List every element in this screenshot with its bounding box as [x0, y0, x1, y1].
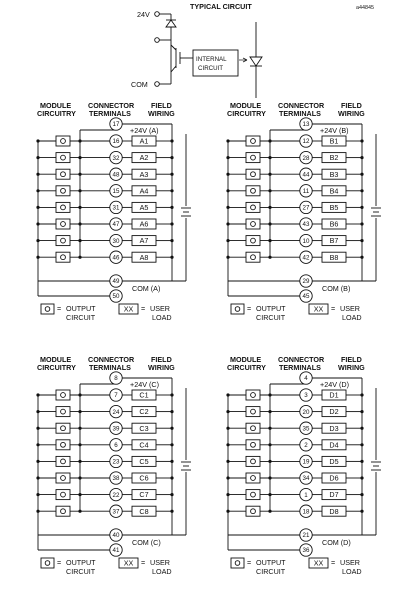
- load-label: B1: [329, 136, 339, 146]
- legend-eq-2: =: [141, 304, 146, 313]
- terminal-number: 28: [302, 154, 310, 162]
- legend-load-xx: XX: [123, 558, 134, 568]
- load-label: A8: [139, 252, 149, 262]
- terminal-number: 31: [112, 204, 120, 212]
- header-module: MODULE: [230, 355, 262, 364]
- terminal-number: 32: [112, 154, 120, 162]
- header-connector: CONNECTOR: [88, 355, 135, 364]
- header-field: FIELD: [151, 101, 172, 110]
- legend-eq: =: [247, 558, 252, 567]
- terminal-number: 1: [304, 491, 308, 499]
- header-circuitry: CIRCUITRY: [227, 363, 266, 372]
- label-com: COM (A): [132, 284, 161, 293]
- load-label: A2: [139, 153, 149, 163]
- terminal-24v-number: 4: [304, 375, 308, 383]
- header-module: MODULE: [40, 355, 72, 364]
- terminal-number: 34: [302, 475, 310, 483]
- terminal-number: 44: [302, 171, 310, 179]
- load-label: A6: [139, 219, 149, 229]
- load-label: D8: [329, 506, 339, 516]
- header-terminals: TERMINALS: [89, 363, 131, 372]
- header-connector: CONNECTOR: [88, 101, 135, 110]
- legend-load: LOAD: [152, 313, 172, 322]
- legend-output-2: CIRCUIT: [256, 313, 286, 322]
- legend-load: LOAD: [152, 567, 172, 576]
- typical-circuit: [131, 2, 374, 98]
- legend-output-1: OUTPUT: [66, 558, 96, 567]
- terminal-24v-number: 13: [302, 121, 310, 129]
- header-terminals: TERMINALS: [279, 109, 321, 118]
- load-label: A3: [139, 169, 149, 179]
- load-label: B7: [329, 236, 339, 246]
- legend-user: USER: [340, 558, 360, 567]
- internal-circuit-label-1: INTERNAL: [196, 56, 227, 63]
- load-label: C5: [139, 457, 149, 466]
- typical-24v-label: 24V: [137, 10, 150, 19]
- legend-eq: =: [247, 304, 252, 313]
- terminal-number: 43: [302, 221, 310, 229]
- load-label: B5: [329, 203, 339, 212]
- terminal-number: 16: [112, 138, 120, 146]
- load-label: D2: [329, 407, 339, 417]
- terminal-number: 2: [304, 442, 308, 449]
- diode-symbol: [166, 20, 176, 27]
- typical-com-label: COM: [131, 80, 148, 89]
- header-wiring: WIRING: [148, 109, 175, 118]
- legend-user: USER: [150, 304, 170, 313]
- group-a: [36, 101, 191, 322]
- header-wiring: WIRING: [338, 363, 365, 372]
- legend-user: USER: [340, 304, 360, 313]
- terminal-number: 10: [302, 237, 310, 245]
- load-label: A5: [139, 203, 149, 212]
- header-field: FIELD: [341, 101, 362, 110]
- terminal-number: 38: [112, 475, 120, 483]
- legend-eq: =: [57, 304, 62, 313]
- terminal-number: 27: [302, 204, 310, 212]
- terminal-number: 18: [302, 508, 310, 516]
- load-label: B4: [329, 186, 339, 196]
- load-label: D5: [329, 457, 339, 466]
- label-com: COM (B): [322, 284, 351, 293]
- terminal-number: 12: [302, 138, 310, 146]
- legend-eq-2: =: [141, 558, 146, 567]
- load-label: D3: [329, 423, 339, 433]
- label-24v: +24V (C): [130, 380, 159, 389]
- terminal-number: 35: [302, 425, 310, 433]
- legend-load: LOAD: [342, 313, 362, 322]
- terminal-number: 48: [112, 171, 120, 179]
- terminal-com-number: 40: [112, 532, 120, 540]
- header-terminals: TERMINALS: [89, 109, 131, 118]
- terminal-number: 37: [112, 508, 120, 516]
- typical-output-terminal: [155, 38, 160, 43]
- load-label: C6: [139, 473, 149, 483]
- group-c: [36, 355, 191, 576]
- legend-output-1: OUTPUT: [256, 304, 286, 313]
- header-circuitry: CIRCUITRY: [227, 109, 266, 118]
- group-d: [226, 355, 381, 576]
- header-wiring: WIRING: [338, 109, 365, 118]
- legend-output-1: OUTPUT: [66, 304, 96, 313]
- terminal-com-number: 36: [302, 547, 310, 555]
- terminal-com-number: 45: [302, 293, 310, 301]
- header-module: MODULE: [40, 101, 72, 110]
- label-24v: +24V (B): [320, 126, 349, 135]
- figure-reference: a44845: [356, 5, 374, 11]
- load-label: C3: [139, 423, 149, 433]
- typical-24v-terminal: [155, 12, 160, 17]
- terminal-number: 3: [304, 392, 308, 400]
- label-24v: +24V (A): [130, 126, 159, 135]
- header-connector: CONNECTOR: [278, 355, 325, 364]
- terminal-com-number: 49: [112, 278, 120, 286]
- header-field: FIELD: [341, 355, 362, 364]
- load-label: C2: [139, 407, 149, 417]
- typical-com-terminal: [155, 82, 160, 87]
- terminal-number: 23: [112, 458, 120, 466]
- terminal-number: 39: [112, 425, 120, 433]
- legend-eq: =: [57, 558, 62, 567]
- header-module: MODULE: [230, 101, 262, 110]
- load-label: C1: [139, 390, 149, 400]
- legend-load: LOAD: [342, 567, 362, 576]
- internal-circuit-label-2: CIRCUIT: [198, 65, 224, 72]
- terminal-number: 20: [302, 408, 310, 416]
- terminal-number: 11: [302, 188, 310, 195]
- group-b: [226, 101, 381, 322]
- terminal-number: 42: [302, 254, 310, 262]
- terminal-number: 7: [114, 392, 118, 400]
- terminal-number: 15: [112, 188, 120, 195]
- legend-load-xx: XX: [313, 558, 324, 568]
- load-label: A4: [139, 186, 149, 196]
- load-label: D6: [329, 473, 339, 483]
- terminal-24v-number: 17: [112, 121, 120, 129]
- legend-load-xx: XX: [313, 304, 324, 314]
- header-connector: CONNECTOR: [278, 101, 325, 110]
- terminal-number: 22: [112, 491, 120, 499]
- terminal-number: 47: [112, 221, 120, 229]
- header-circuitry: CIRCUITRY: [37, 109, 76, 118]
- load-label: D7: [329, 490, 339, 500]
- legend-load-xx: XX: [123, 304, 134, 314]
- legend-user: USER: [150, 558, 170, 567]
- label-24v: +24V (D): [320, 380, 349, 389]
- header-field: FIELD: [151, 355, 172, 364]
- typical-circuit-title: TYPICAL CIRCUIT: [190, 2, 252, 11]
- load-label: B2: [329, 153, 339, 163]
- load-label: A7: [139, 236, 149, 246]
- load-label: D4: [329, 440, 339, 450]
- terminal-number: 46: [112, 254, 120, 262]
- load-label: A1: [139, 136, 149, 146]
- legend-output-2: CIRCUIT: [66, 313, 96, 322]
- internal-circuit-box: [193, 50, 238, 76]
- header-terminals: TERMINALS: [279, 363, 321, 372]
- output-groups: [36, 101, 381, 576]
- terminal-com-number: 50: [112, 293, 120, 301]
- terminal-com-number: 29: [302, 278, 310, 286]
- legend-output-1: OUTPUT: [256, 558, 286, 567]
- load-label: C4: [139, 440, 149, 450]
- terminal-number: 6: [114, 442, 118, 449]
- load-label: C7: [139, 490, 149, 500]
- load-label: B3: [329, 169, 339, 179]
- label-com: COM (D): [322, 538, 351, 547]
- header-circuitry: CIRCUITRY: [37, 363, 76, 372]
- load-label: D1: [329, 390, 339, 400]
- terminal-com-number: 41: [112, 547, 120, 555]
- label-com: COM (C): [132, 538, 161, 547]
- terminal-24v-number: 8: [114, 375, 118, 383]
- terminal-com-number: 21: [302, 532, 310, 540]
- header-wiring: WIRING: [148, 363, 175, 372]
- terminal-number: 19: [302, 458, 310, 466]
- load-label: B6: [329, 219, 339, 229]
- legend-output-2: CIRCUIT: [66, 567, 96, 576]
- terminal-number: 24: [112, 408, 120, 416]
- load-label: B8: [329, 252, 339, 262]
- load-label: C8: [139, 506, 149, 516]
- legend-output-2: CIRCUIT: [256, 567, 286, 576]
- terminal-number: 30: [112, 237, 120, 245]
- legend-eq-2: =: [331, 558, 336, 567]
- legend-eq-2: =: [331, 304, 336, 313]
